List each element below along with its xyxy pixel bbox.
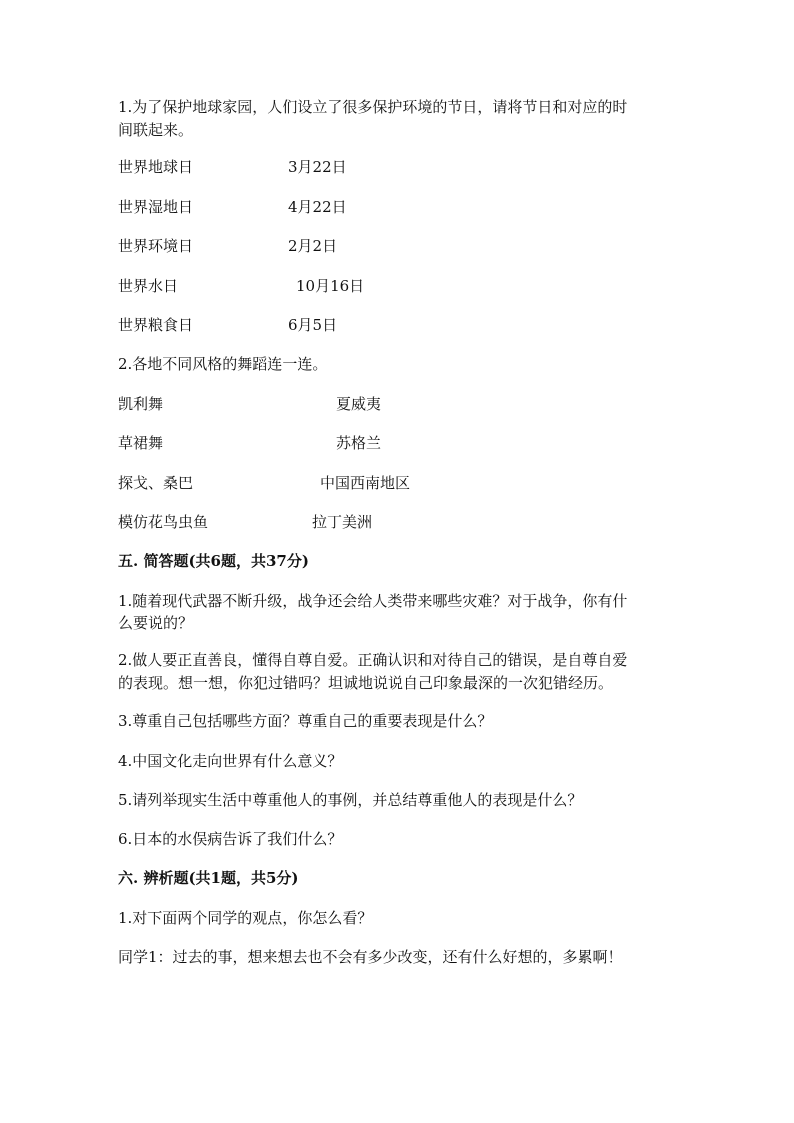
match2-right-item: 夏威夷 — [336, 395, 382, 413]
match1-right-item: 3月22日 — [288, 158, 347, 176]
match1-left-item: 世界环境日 — [118, 237, 194, 255]
section6-question: 1.对下面两个同学的观点，你怎么看？ — [118, 909, 373, 927]
match2-right-item: 中国西南地区 — [320, 474, 411, 492]
match1-left-item: 世界水日 — [118, 277, 179, 295]
section5-question: 4.中国文化走向世界有什么意义？ — [118, 752, 343, 770]
section5-question-line: 1.随着现代武器不断升级，战争还会给人类带来哪些灾难？对于战争，你有什 — [118, 592, 628, 610]
match1-question-line2: 间联起来。 — [118, 121, 194, 139]
section5-question-line: 的表现。想一想，你犯过错吗？坦诚地说说自己印象最深的一次犯错经历。 — [118, 674, 614, 692]
section6-heading: 六. 辨析题(共1题，共5分) — [118, 869, 299, 887]
match2-left-item: 探戈、桑巴 — [118, 474, 194, 492]
match1-left-item: 世界粮食日 — [118, 316, 194, 334]
match2-right-item: 拉丁美洲 — [312, 513, 373, 531]
match2-left-item: 草裙舞 — [118, 434, 164, 452]
section5-heading: 五. 简答题(共6题，共37分) — [118, 552, 309, 570]
match1-left-item: 世界地球日 — [118, 158, 194, 176]
match2-left-item: 凯利舞 — [118, 395, 164, 413]
match2-left-item: 模仿花鸟虫鱼 — [118, 513, 209, 531]
section5-question: 6.日本的水俣病告诉了我们什么？ — [118, 830, 343, 848]
section5-question-line: 2.做人要正直善良，懂得自尊自爱。正确认识和对待自己的错误，是自尊自爱 — [118, 651, 628, 669]
section5-question-line: 么要说的？ — [118, 614, 194, 632]
match2-question: 2.各地不同风格的舞蹈连一连。 — [118, 355, 328, 373]
section5-question: 5.请列举现实生活中尊重他人的事例，并总结尊重他人的表现是什么？ — [118, 791, 583, 809]
section5-question: 3.尊重自己包括哪些方面？尊重自己的重要表现是什么？ — [118, 712, 493, 730]
section6-student-opinion: 同学1：过去的事，想来想去也不会有多少改变，还有什么好想的，多累啊！ — [118, 948, 623, 966]
match1-right-item: 4月22日 — [288, 198, 347, 216]
match1-right-item: 6月5日 — [288, 316, 338, 334]
match2-right-item: 苏格兰 — [336, 434, 382, 452]
match1-question-line1: 1.为了保护地球家园，人们设立了很多保护环境的节日，请将节日和对应的时 — [118, 98, 628, 116]
match1-right-item: 2月2日 — [288, 237, 338, 255]
match1-right-item: 10月16日 — [296, 277, 365, 295]
match1-left-item: 世界湿地日 — [118, 198, 194, 216]
